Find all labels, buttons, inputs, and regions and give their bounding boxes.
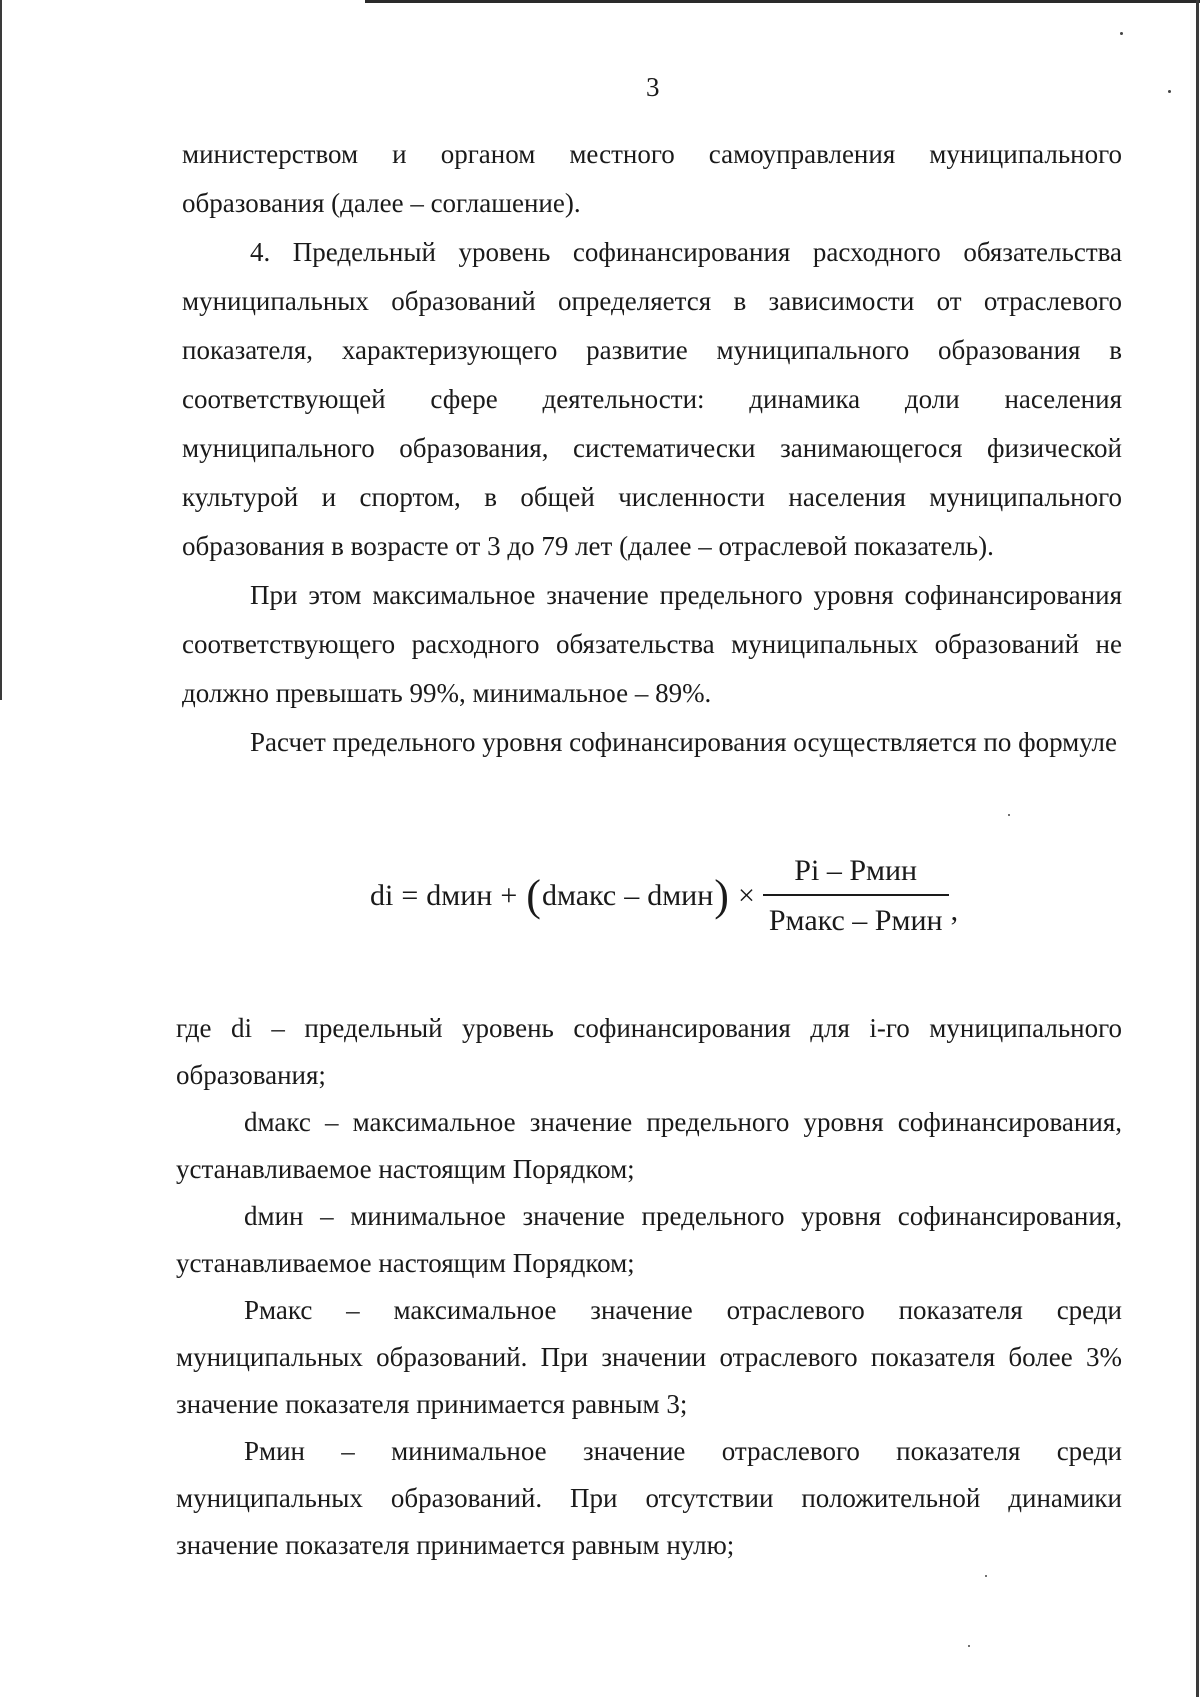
body-text-top: [182, 130, 1122, 767]
formula-comma: ,: [950, 894, 959, 927]
scan-speck: [1168, 90, 1171, 93]
scan-speck: [1120, 32, 1123, 35]
scan-speck: [968, 1645, 970, 1647]
formula-d-max: dмакс: [541, 879, 617, 912]
scan-border-left: [0, 0, 2, 700]
formula-equals: =: [401, 879, 419, 912]
formula-close-paren: ): [714, 871, 729, 920]
scan-speck: [985, 1575, 987, 1577]
formula-fraction: [763, 856, 949, 936]
paragraph-2: 4. Предельный уровень софинансирования расходного обязательства муниципальных образований определяется в зависимости от отраслевого показателя, характеризующего развитие муниципального образования в соответствующей сфере деятельности: динамика доли населения муниципального образования, систематически занимающегося физической культурой и спортом, в общей численности населения муниципального образования в возрасте от 3 до 79 лет (далее – отраслевой показатель).: [182, 237, 1122, 561]
body-text-bottom: [176, 1005, 1122, 1569]
paragraph-1-line-2: образования (далее – соглашение).: [182, 188, 581, 218]
paragraph-1-line-1: министерством и органом местного самоуправления муниципального: [182, 139, 1122, 169]
scan-border-top: [365, 0, 1200, 3]
formula-numerator: Pi – Pмин: [794, 854, 918, 887]
paragraph-4: Расчет предельного уровня софинансирования осуществляется по формуле: [250, 727, 1118, 757]
formula: [370, 856, 958, 936]
paragraph-7: dмин – минимальное значение предельного уровня софинансирования, устанавливаемое настоящим Порядком;: [176, 1201, 1122, 1278]
page-number: 3: [646, 72, 660, 102]
paragraph-9: Pмин – минимальное значение отраслевого показателя среди муниципальных образований. При отсутствии положительной динамики значение показателя принимается равным нулю;: [176, 1436, 1122, 1560]
paragraph-5: где di – предельный уровень софинансирования для i-го муниципального образования;: [176, 1013, 1122, 1090]
paragraph-3: При этом максимальное значение предельного уровня софинансирования соответствующего расходного обязательства муниципальных образований не должно превышать 99%, минимальное – 89%.: [182, 580, 1122, 708]
scan-border-right: [1196, 0, 1199, 1697]
paragraph-8: Pмакс – максимальное значение отраслевого показателя среди муниципальных образований. При значении отраслевого показателя более 3% значение показателя принимается равным 3;: [176, 1295, 1122, 1419]
formula-minus: –: [624, 879, 640, 912]
formula-d-min-2: dмин: [647, 879, 714, 912]
formula-denominator: Pмакс – Pмин: [768, 904, 943, 937]
formula-d-min: dмин: [426, 879, 493, 912]
scan-speck: [1008, 814, 1010, 816]
formula-plus: +: [500, 879, 518, 912]
formula-open-paren: (: [526, 871, 541, 920]
paragraph-6: dмакс – максимальное значение предельного уровня софинансирования, устанавливаемое настоящим Порядком;: [176, 1107, 1122, 1184]
formula-times: ×: [737, 879, 755, 912]
formula-lhs: di: [370, 879, 394, 912]
